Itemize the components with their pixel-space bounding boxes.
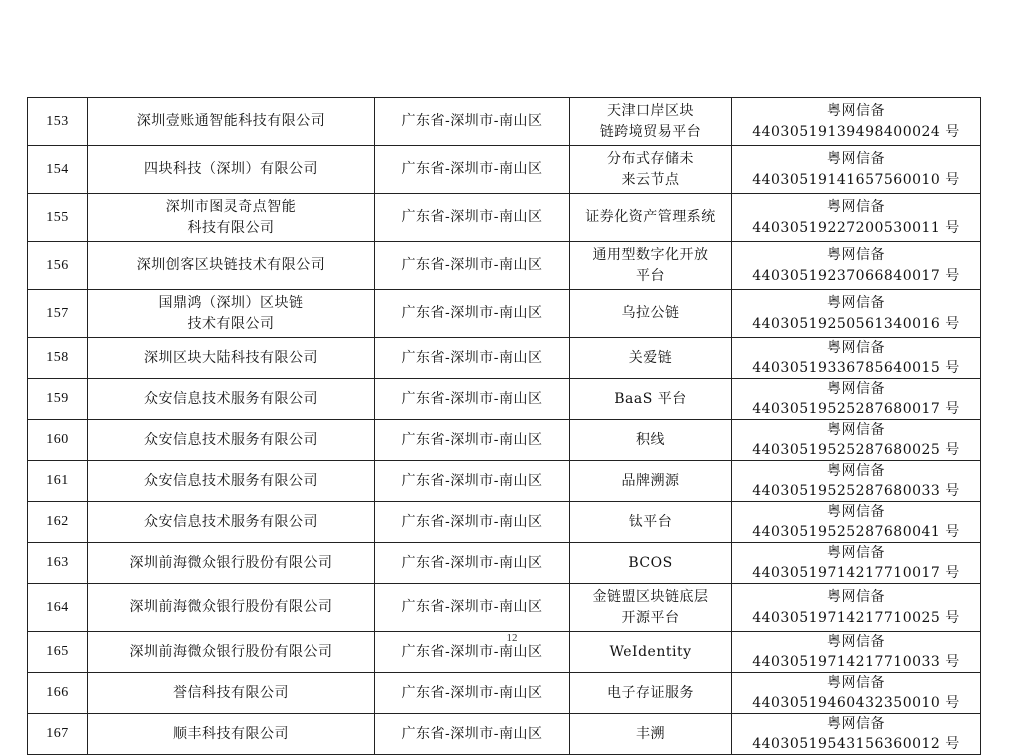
region: 广东省-深圳市-南山区 <box>375 673 570 714</box>
table-row <box>28 420 981 461</box>
service-name: 品牌溯源 <box>570 461 732 502</box>
service-name: BaaS 平台 <box>570 379 732 420</box>
region: 广东省-深圳市-南山区 <box>375 461 570 502</box>
company-name: 众安信息技术服务有限公司 <box>88 420 375 461</box>
region: 广东省-深圳市-南山区 <box>375 98 570 146</box>
service-name: 证券化资产管理系统 <box>570 194 732 242</box>
registration-table-body <box>28 98 981 755</box>
table-row <box>28 242 981 290</box>
region: 广东省-深圳市-南山区 <box>375 420 570 461</box>
company-name: 四块科技（深圳）有限公司 <box>88 146 375 194</box>
row-number: 153 <box>28 98 88 146</box>
row-number: 166 <box>28 673 88 714</box>
registration-table <box>27 97 981 755</box>
table-row <box>28 714 981 755</box>
table-row <box>28 584 981 632</box>
service-name: 关爱链 <box>570 338 732 379</box>
page-number: 12 <box>506 632 518 644</box>
company-name: 深圳区块大陆科技有限公司 <box>88 338 375 379</box>
region: 广东省-深圳市-南山区 <box>375 338 570 379</box>
record-number: 粤网信备 44030519336785640015 号 <box>732 338 981 379</box>
company-name: 深圳壹账通智能科技有限公司 <box>88 98 375 146</box>
company-name: 众安信息技术服务有限公司 <box>88 461 375 502</box>
service-name: WeIdentity <box>570 632 732 673</box>
table-row <box>28 502 981 543</box>
company-name: 深圳市图灵奇点智能 科技有限公司 <box>88 194 375 242</box>
row-number: 154 <box>28 146 88 194</box>
record-number: 粤网信备 44030519237066840017 号 <box>732 242 981 290</box>
company-name: 深圳前海微众银行股份有限公司 <box>88 543 375 584</box>
service-name: 分布式存储未 来云节点 <box>570 146 732 194</box>
record-number: 粤网信备 44030519525287680041 号 <box>732 502 981 543</box>
record-number: 粤网信备 44030519714217710025 号 <box>732 584 981 632</box>
table-row <box>28 543 981 584</box>
record-number: 粤网信备 44030519525287680017 号 <box>732 379 981 420</box>
table-row <box>28 673 981 714</box>
row-number: 159 <box>28 379 88 420</box>
service-name: 电子存证服务 <box>570 673 732 714</box>
table-row <box>28 338 981 379</box>
row-number: 158 <box>28 338 88 379</box>
service-name: BCOS <box>570 543 732 584</box>
table-row <box>28 194 981 242</box>
row-number: 164 <box>28 584 88 632</box>
service-name: 丰溯 <box>570 714 732 755</box>
row-number: 162 <box>28 502 88 543</box>
company-name: 众安信息技术服务有限公司 <box>88 379 375 420</box>
service-name: 积线 <box>570 420 732 461</box>
service-name: 钛平台 <box>570 502 732 543</box>
row-number: 156 <box>28 242 88 290</box>
service-name: 天津口岸区块 链跨境贸易平台 <box>570 98 732 146</box>
row-number: 165 <box>28 632 88 673</box>
record-number: 粤网信备 44030519714217710017 号 <box>732 543 981 584</box>
table-row <box>28 290 981 338</box>
record-number: 粤网信备 44030519139498400024 号 <box>732 98 981 146</box>
service-name: 乌拉公链 <box>570 290 732 338</box>
region: 广东省-深圳市-南山区 <box>375 543 570 584</box>
company-name: 顺丰科技有限公司 <box>88 714 375 755</box>
company-name: 国鼎鸿（深圳）区块链 技术有限公司 <box>88 290 375 338</box>
company-name: 深圳创客区块链技术有限公司 <box>88 242 375 290</box>
region: 广东省-深圳市-南山区 <box>375 502 570 543</box>
table-row <box>28 461 981 502</box>
record-number: 粤网信备 44030519250561340016 号 <box>732 290 981 338</box>
company-name: 深圳前海微众银行股份有限公司 <box>88 584 375 632</box>
record-number: 粤网信备 44030519525287680033 号 <box>732 461 981 502</box>
region: 广东省-深圳市-南山区 <box>375 242 570 290</box>
region: 广东省-深圳市-南山区 <box>375 632 570 673</box>
row-number: 167 <box>28 714 88 755</box>
row-number: 155 <box>28 194 88 242</box>
record-number: 粤网信备 44030519460432350010 号 <box>732 673 981 714</box>
table-row <box>28 98 981 146</box>
region: 广东省-深圳市-南山区 <box>375 379 570 420</box>
row-number: 160 <box>28 420 88 461</box>
region: 广东省-深圳市-南山区 <box>375 714 570 755</box>
row-number: 161 <box>28 461 88 502</box>
row-number: 157 <box>28 290 88 338</box>
record-number: 粤网信备 44030519525287680025 号 <box>732 420 981 461</box>
company-name: 众安信息技术服务有限公司 <box>88 502 375 543</box>
region: 广东省-深圳市-南山区 <box>375 146 570 194</box>
table-row <box>28 379 981 420</box>
record-number: 粤网信备 44030519714217710033 号 <box>732 632 981 673</box>
service-name: 通用型数字化开放 平台 <box>570 242 732 290</box>
region: 广东省-深圳市-南山区 <box>375 584 570 632</box>
record-number: 粤网信备 44030519141657560010 号 <box>732 146 981 194</box>
region: 广东省-深圳市-南山区 <box>375 290 570 338</box>
region: 广东省-深圳市-南山区 <box>375 194 570 242</box>
company-name: 深圳前海微众银行股份有限公司 <box>88 632 375 673</box>
record-number: 粤网信备 44030519543156360012 号 <box>732 714 981 755</box>
record-number: 粤网信备 44030519227200530011 号 <box>732 194 981 242</box>
company-name: 誉信科技有限公司 <box>88 673 375 714</box>
table-row <box>28 146 981 194</box>
row-number: 163 <box>28 543 88 584</box>
service-name: 金链盟区块链底层 开源平台 <box>570 584 732 632</box>
